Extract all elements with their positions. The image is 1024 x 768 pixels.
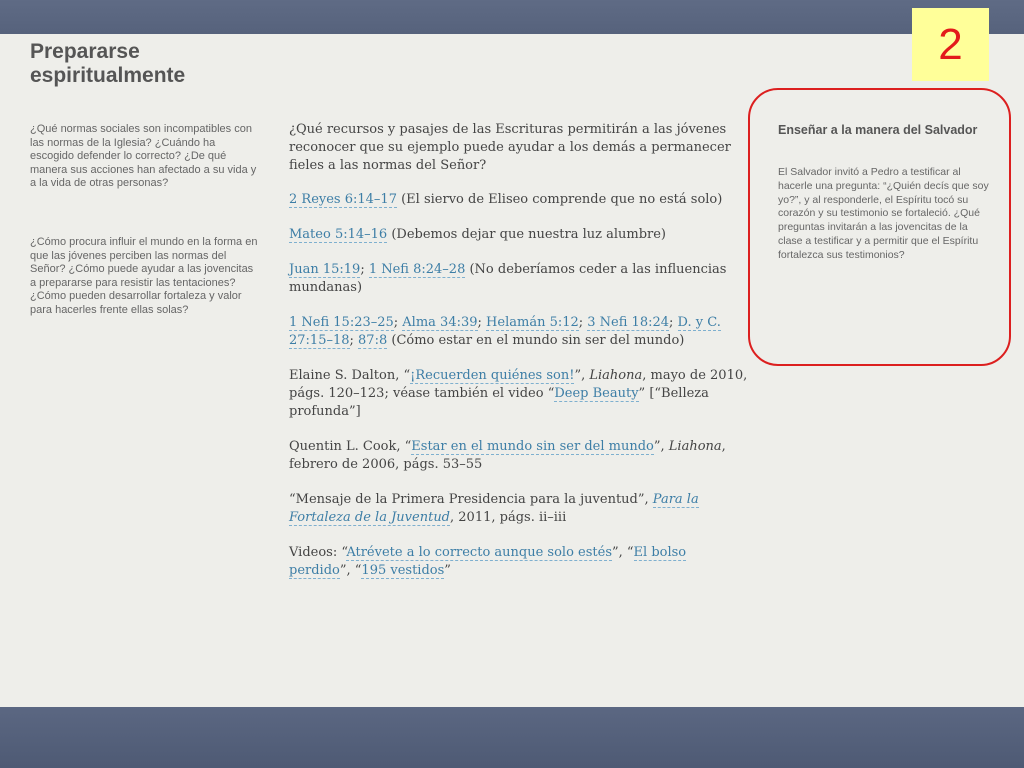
resource-text: ”, (574, 368, 590, 383)
resource-link[interactable]: 1 Nefi 8:24–28 (368, 262, 466, 277)
resource-entry (289, 367, 749, 421)
resource-link[interactable]: Estar en el mundo sin ser del mundo (411, 439, 654, 454)
resource-text: ; (349, 333, 359, 348)
resource-text: (Debemos dejar que nuestra luz alumbre) (387, 227, 666, 242)
resource-entry (289, 226, 749, 244)
resource-text: Elaine S. Dalton, “ (289, 368, 411, 383)
resource-text: ”, “ (611, 545, 634, 560)
resources-intro: ¿Qué recursos y pasajes de las Escrituras permitirán a las jóvenes reconocer que su ejemplo puede ayudar a los demás a permanecer fieles a las normas del Señor? (289, 122, 731, 173)
resource-text: , febrero de 2006, págs. 53–55 (289, 439, 726, 472)
resource-text: ” [“Belleza profunda”] (289, 386, 709, 419)
resource-link[interactable]: El bolso perdido (289, 545, 687, 578)
resources-column (289, 121, 749, 597)
sidebar-text: El Salvador invitó a Pedro a testificar al hacerle una pregunta: “¿Quién decís que soy yo?”, y al responderle, el Espíritu tocó su corazón y su testimonio se fortaleció. ¿Qué preguntas invitarán a las jovencitas de la clase a testificar y a permitir que el Espíritu fortalezca sus testimonios? (778, 166, 989, 261)
resource-text: ; (669, 315, 678, 330)
resource-text: (Cómo estar en el mundo sin ser del mundo) (387, 333, 685, 348)
reflection-questions-2: ¿Cómo procura influir el mundo en la forma en que las jóvenes perciben las normas del Señor? ¿Cómo puede ayudar a las jovencitas a prepararse para resistir las tentaciones? ¿Cómo pueden desarrollar fortaleza y valor para hacerles frente ellas solas? (30, 236, 258, 316)
resource-link[interactable]: 87:8 (358, 333, 388, 348)
resource-list (289, 191, 749, 580)
resource-text: (El siervo de Eliseo comprende que no está solo) (396, 192, 723, 207)
resource-text: ” (444, 563, 451, 578)
resource-text: , 2011, págs. ii–iii (450, 510, 567, 525)
resource-text: Liahona (668, 439, 722, 454)
resource-link[interactable]: Juan 15:19 (289, 262, 361, 277)
resource-link[interactable]: Deep Beauty (554, 386, 639, 401)
resource-link[interactable]: Alma 34:39 (402, 315, 478, 330)
resource-entry (289, 438, 749, 474)
resource-link[interactable]: 195 vestidos (361, 563, 445, 578)
slide-number-badge: 2 (912, 8, 989, 81)
resource-text: ; (578, 315, 588, 330)
resource-text: (No deberíamos ceder a las influencias mundanas) (289, 262, 727, 295)
resource-link[interactable]: Mateo 5:14–16 (289, 227, 388, 242)
resource-link[interactable]: D. y C. 27:15–18 (289, 315, 721, 348)
reflection-questions-1: ¿Qué normas sociales son incompatibles con las normas de la Iglesia? ¿Cuándo ha escogido defender lo correcto? ¿De qué manera sus acciones han afectado a su vida y a la vida de otras personas? (30, 123, 257, 190)
resource-link[interactable]: 3 Nefi 18:24 (587, 315, 670, 330)
resource-text: ; (360, 262, 369, 277)
resource-text: ”, (653, 439, 669, 454)
resource-text: ; (393, 315, 403, 330)
resource-link[interactable]: Atrévete a lo correcto aunque solo estés (346, 545, 612, 560)
resource-link[interactable]: ¡Recuerden quiénes son! (410, 368, 575, 383)
resource-link[interactable]: Para la Fortaleza de la Juventud (289, 492, 699, 525)
sidebar-heading: Enseñar a la manera del Salvador (778, 123, 978, 137)
resource-entry (289, 544, 749, 580)
resource-link[interactable]: 1 Nefi 15:23–25 (289, 315, 394, 330)
resource-link[interactable]: 2 Reyes 6:14–17 (289, 192, 397, 207)
resource-entry (289, 491, 749, 527)
resource-entry (289, 261, 749, 297)
resource-text: Quentin L. Cook, “ (289, 439, 412, 454)
resource-text: Liahona (589, 368, 643, 383)
resource-text: , mayo de 2010, págs. 120–123; véase también el video “ (289, 368, 748, 401)
page-title: Prepararse espiritualmente (30, 40, 186, 87)
resource-text: Videos: “ (289, 545, 347, 560)
bottom-band (0, 707, 1024, 768)
resource-entry (289, 314, 749, 350)
resource-link[interactable]: Helamán 5:12 (486, 315, 579, 330)
resource-text: ; (477, 315, 487, 330)
resource-text: ”, “ (339, 563, 362, 578)
resource-entry (289, 191, 749, 209)
resource-text: “Mensaje de la Primera Presidencia para la juventud”, (289, 492, 653, 507)
